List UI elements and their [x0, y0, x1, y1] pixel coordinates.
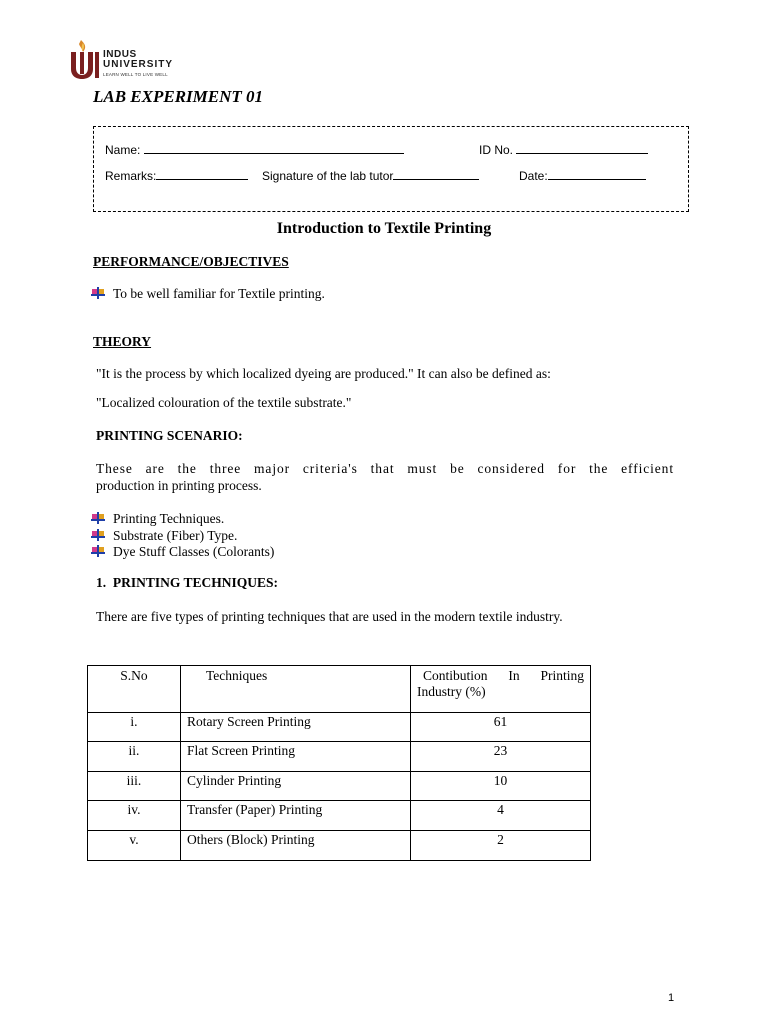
techniques-number: 1.	[96, 575, 107, 590]
table-row	[88, 713, 591, 742]
theory-para-2: "Localized colouration of the textile substrate."	[96, 395, 352, 410]
date-row	[519, 167, 646, 183]
header-contribution	[411, 666, 591, 713]
cell-sno: i.	[88, 713, 181, 742]
techniques-heading	[96, 575, 278, 591]
remarks-field[interactable]	[156, 167, 248, 180]
theory-para-1: "It is the process by which localized dyeing are produced." It can also be defined as:	[96, 366, 551, 381]
objectives-heading: PERFORMANCE/OBJECTIVES	[93, 254, 289, 269]
cell-value: 61	[411, 713, 591, 742]
cell-value: 4	[411, 801, 591, 831]
bullet-icon	[91, 287, 105, 299]
scenario-list	[91, 511, 274, 561]
table-row	[88, 801, 591, 831]
header-contribution-line2: Industry (%)	[417, 684, 486, 699]
date-label: Date:	[519, 169, 548, 183]
cell-sno: v.	[88, 831, 181, 861]
signature-field[interactable]	[393, 167, 479, 180]
logo-tagline: LEARN WELL TO LIVE WELL	[103, 72, 168, 77]
header-contribution-word2: In	[508, 668, 520, 683]
cell-sno: iii.	[88, 772, 181, 801]
document-title: Introduction to Textile Printing	[276, 220, 492, 237]
table-header-row	[88, 666, 591, 713]
scenario-item	[91, 528, 274, 545]
theory-heading: THEORY	[93, 334, 152, 349]
cell-value: 23	[411, 742, 591, 772]
header-contribution-word1: Contibution	[423, 668, 488, 683]
header-techniques: Techniques	[181, 666, 411, 713]
table-row	[88, 831, 591, 861]
name-field[interactable]	[144, 141, 404, 154]
cell-technique: Cylinder Printing	[181, 772, 411, 801]
cell-value: 10	[411, 772, 591, 801]
bullet-icon	[91, 545, 105, 557]
logo-name-line2: UNIVERSITY	[103, 59, 174, 70]
remarks-row	[105, 167, 248, 183]
id-field[interactable]	[516, 141, 648, 154]
date-field[interactable]	[548, 167, 646, 180]
table-row	[88, 772, 591, 801]
scenario-para-line2: production in printing process.	[96, 478, 262, 493]
techniques-heading-text: PRINTING TECHNIQUES:	[112, 575, 279, 590]
scenario-item-text: Printing Techniques.	[113, 511, 225, 526]
header-contribution-word3: Printing	[540, 668, 584, 683]
id-row	[479, 141, 648, 157]
objective-item	[91, 286, 325, 302]
remarks-label: Remarks:	[105, 169, 157, 183]
cell-technique: Others (Block) Printing	[181, 831, 411, 861]
cell-technique: Transfer (Paper) Printing	[181, 801, 411, 831]
header-sno: S.No	[88, 666, 181, 713]
page-number: 1	[668, 992, 675, 1004]
lab-experiment-title: LAB EXPERIMENT 01	[93, 87, 264, 106]
bullet-icon	[91, 529, 105, 541]
name-label: Name:	[105, 143, 141, 157]
scenario-item-text: Substrate (Fiber) Type.	[113, 527, 238, 543]
scenario-item	[91, 511, 274, 528]
scenario-heading: PRINTING SCENARIO:	[96, 428, 243, 443]
scenario-item	[91, 544, 274, 561]
id-label: ID No.	[479, 143, 514, 157]
logo-name-line1: INDUS	[103, 49, 137, 60]
cell-technique: Flat Screen Printing	[181, 742, 411, 772]
scenario-item-text: Dye Stuff Classes (Colorants)	[113, 544, 275, 559]
signature-row	[262, 167, 479, 183]
cell-technique: Rotary Screen Printing	[181, 713, 411, 742]
bullet-icon	[91, 512, 105, 524]
techniques-intro: There are five types of printing techniques that are used in the modern textile industry.	[96, 609, 563, 624]
signature-label: Signature of the lab tutor	[262, 169, 394, 183]
cell-value: 2	[411, 831, 591, 861]
cell-sno: ii.	[88, 742, 181, 772]
table-row	[88, 742, 591, 772]
scenario-para-line1: These are the three major criteria's that must be considered for the efficient	[96, 461, 674, 476]
objective-text: To be well familiar for Textile printing.	[113, 286, 325, 301]
header-contribution-line1	[417, 668, 584, 684]
name-row	[105, 141, 404, 157]
logo-name	[103, 50, 173, 70]
cell-sno: iv.	[88, 801, 181, 831]
techniques-table	[87, 665, 591, 861]
